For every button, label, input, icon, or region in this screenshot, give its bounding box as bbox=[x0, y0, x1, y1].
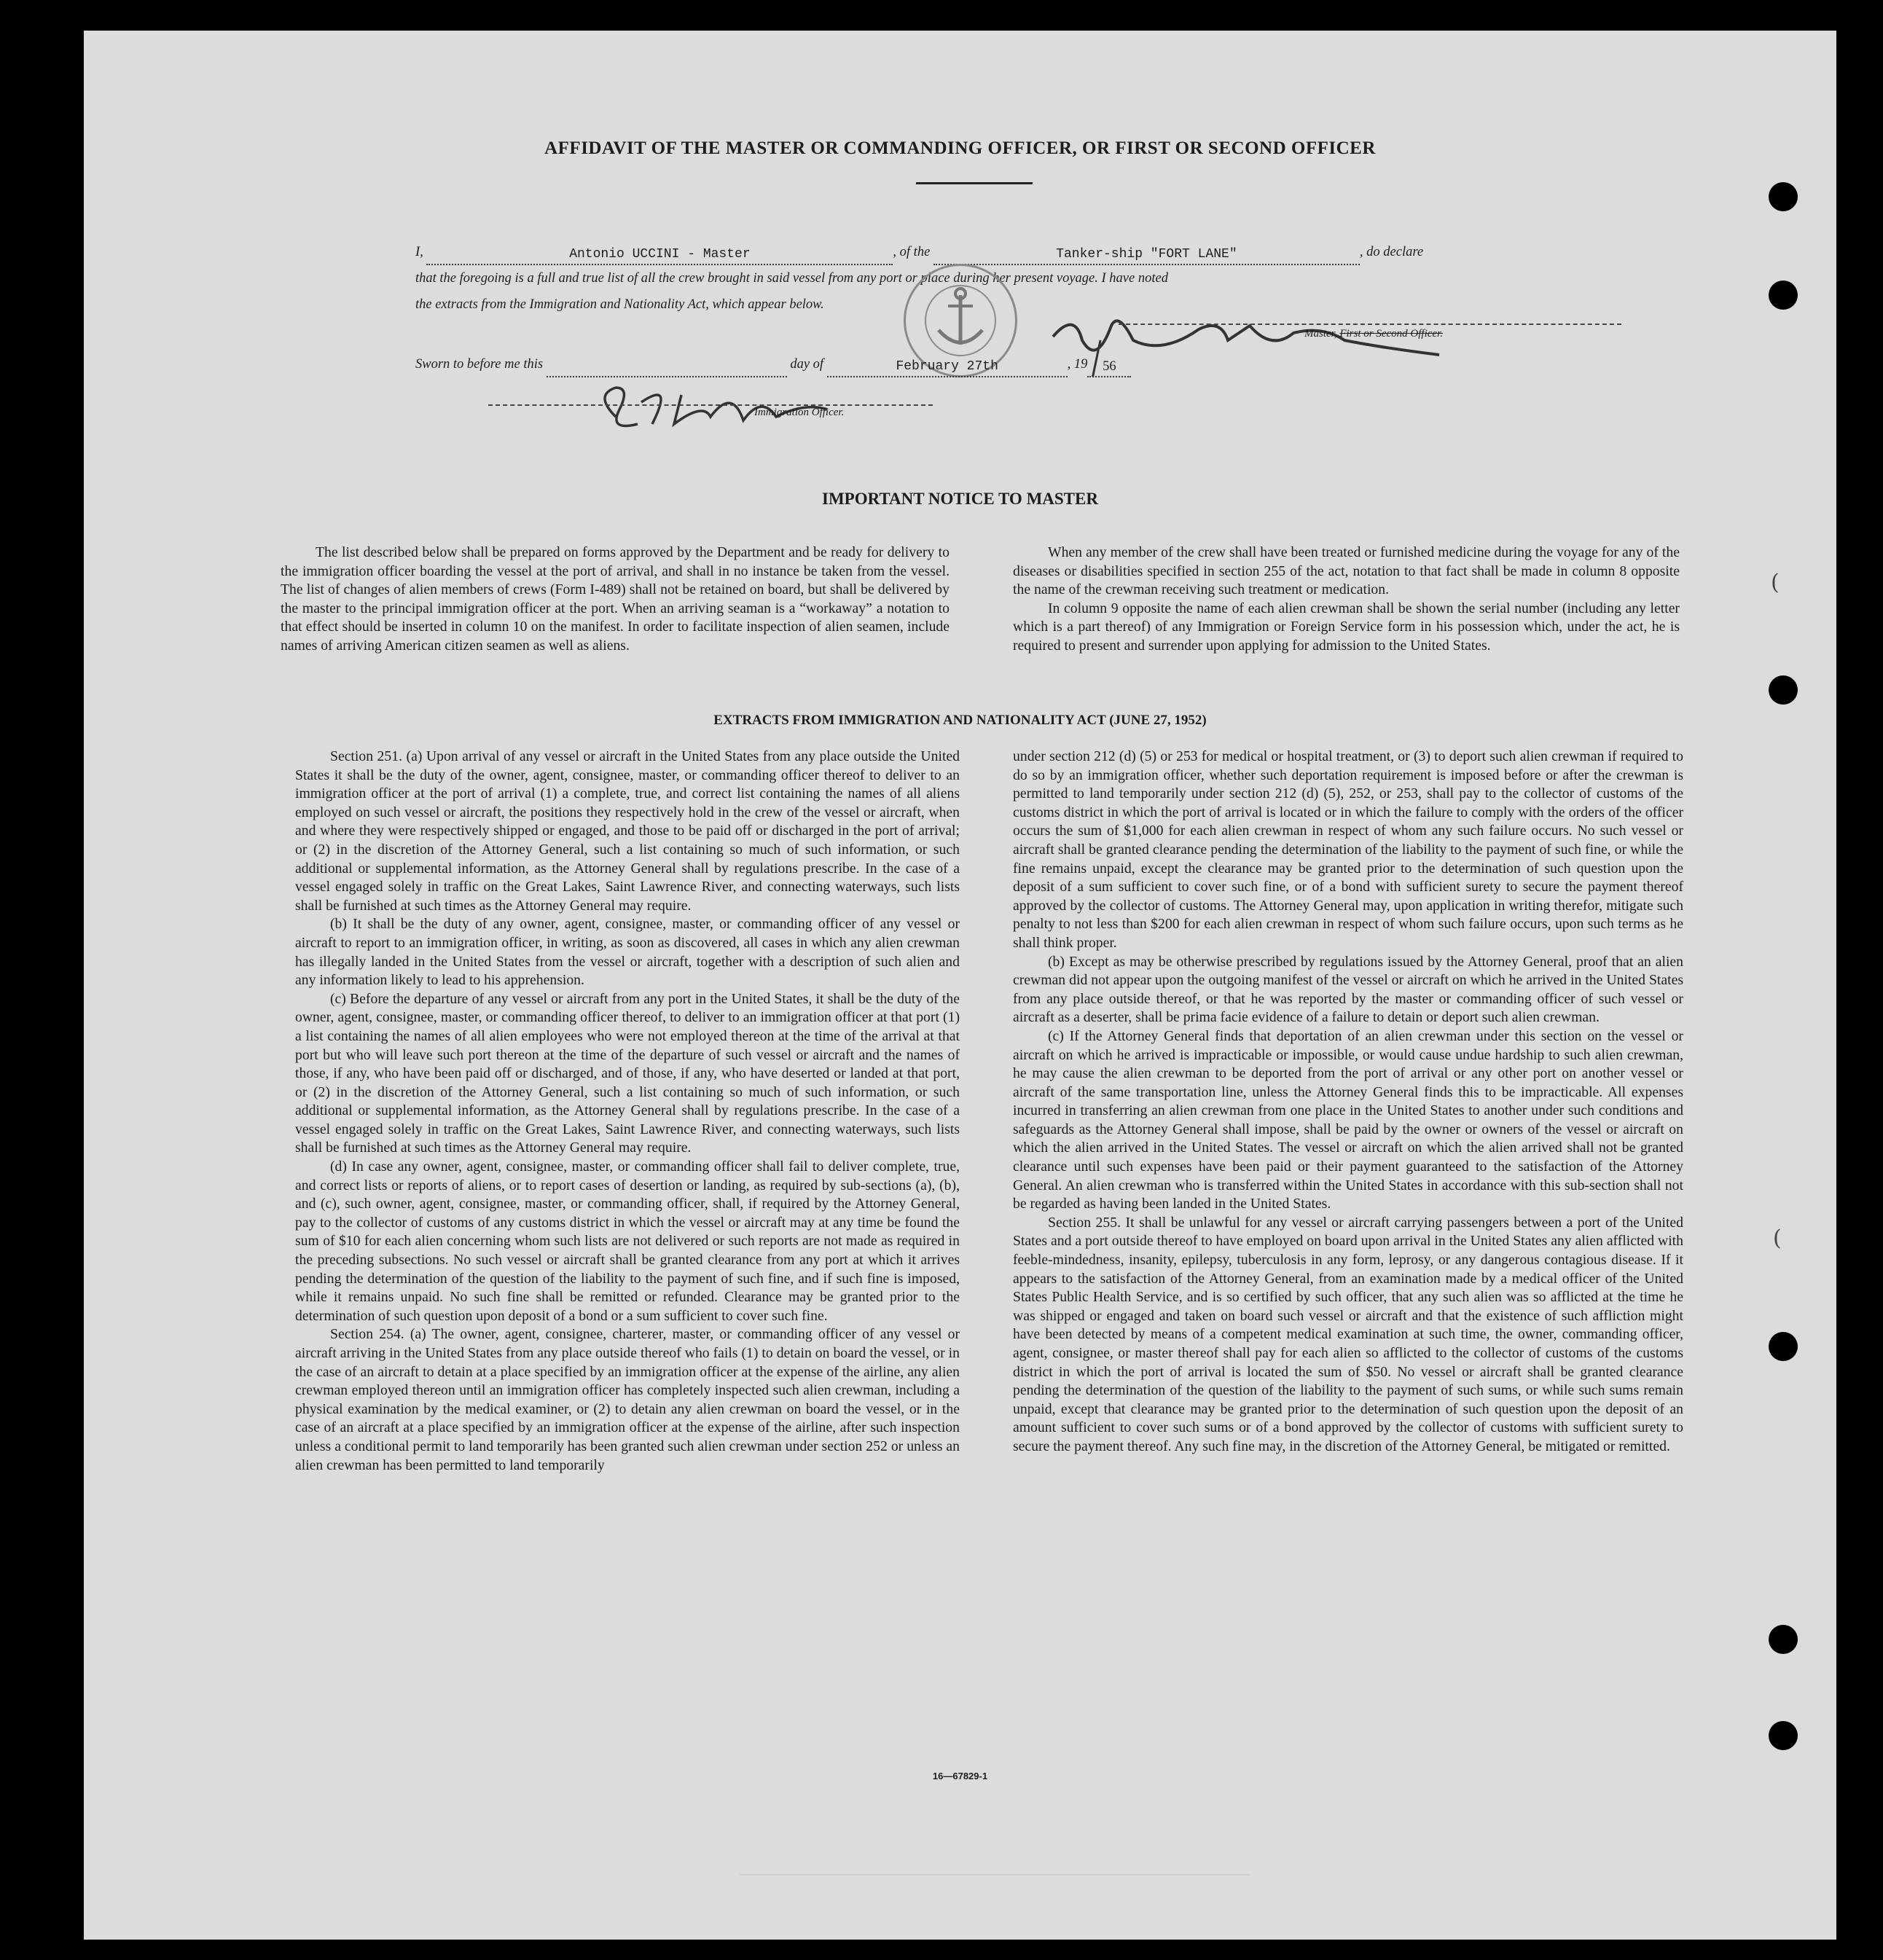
date-field: February 27th bbox=[827, 358, 1068, 377]
binder-hole bbox=[1769, 1332, 1798, 1361]
bleed-through-mark bbox=[740, 1874, 1250, 1875]
master-caption: Master, First or Second Officer. bbox=[1304, 328, 1443, 340]
notice-left-paragraph: The list described below shall be prepared on forms approved by the Department and be ready for delivery to the immigration officer boarding the vessel at the port of arrival, and shall in no instance be taken from the vessel. The list of changes of alien members of crews (Form I-489) shall not be retained on board, but shall be delivered by the master to the principal immigration officer at the port. When an arriving seaman is a “workaway” a notation to that effect should be inserted in column 10 on the manifest. In order to facilitate inspection of alien seamen, include names of arriving American citizen seamen as well as aliens. bbox=[281, 544, 950, 654]
master-signature-line bbox=[1119, 324, 1621, 325]
immigration-officer-signature bbox=[587, 373, 864, 439]
margin-mark: ( bbox=[1773, 1226, 1782, 1251]
section-254-b: (b) Except as may be otherwise prescribed by regulations issued by the Attorney General, proof that an alien crewman did not appear upon the outgoing manifest of the vessel or aircraft on which he arrived in the United States from any place outside thereof, or that he was reported by the master or commanding officer of such vessel or aircraft as a deserter, shall be prima facie evidence of a failure to detain or deport such alien crewman. bbox=[1013, 953, 1683, 1026]
notice-right-paragraph-1: When any member of the crew shall have been treated or furnished medicine during the voyage for any of the diseases or disabilities specified in section 255 of the act, notation to that fact shall be made in column 8 opposite the name of the crewman receiving such treatment or medication. bbox=[1013, 544, 1680, 598]
declaration-line-3: the extracts from the Immigration and Nationality Act, which appear below. bbox=[415, 297, 824, 312]
extracts-right-column bbox=[1013, 748, 1683, 1457]
officer-caption: Immigration Officer. bbox=[754, 407, 845, 418]
officer-signature-line bbox=[488, 404, 933, 406]
section-251-a: Section 251. (a) Upon arrival of any vessel or aircraft in the United States from any place outside the United States it shall be the duty of the owner, agent, consignee, master, or commanding officer thereof to deliver to an immigration officer at the port of arrival (1) a complete, true, and correct list containing the names of all aliens employed on such vessel or aircraft, the positions they respectively hold in the crew of the vessel or aircraft, when and where they were respectively shipped or engaged, and those to be paid off or discharged in the port of arrival; or (2) in the discretion of the Attorney General, such a list containing so much of such information, or such additional or supplemental information, as the Attorney General shall by regulations prescribe. In the case of a vessel engaged solely in traffic on the Great Lakes, Saint Lawrence River, and connecting waterways, such lists shall be furnished at such times as the Attorney General may require. bbox=[295, 748, 960, 914]
affidavit-title: AFFIDAVIT OF THE MASTER OR COMMANDING OFFICER, OR FIRST OR SECOND OFFICER bbox=[544, 138, 1376, 158]
section-251-b: (b) It shall be the duty of any owner, agent, consignee, master, or commanding officer of any vessel or aircraft to report to an immigration officer, in writing, as soon as discovered, all cases in which any alien crewman has illegally landed in the United States from the vessel or aircraft, together with a description of such alien and any information likely to lead to his apprehension. bbox=[295, 916, 960, 989]
binder-hole bbox=[1769, 182, 1798, 211]
binder-hole bbox=[1769, 281, 1798, 310]
of-the-label: , of the bbox=[893, 245, 931, 259]
day-of-label: day of bbox=[790, 357, 824, 372]
notice-title: IMPORTANT NOTICE TO MASTER bbox=[822, 490, 1098, 508]
year-field: 56 bbox=[1087, 358, 1131, 377]
binder-hole bbox=[1769, 675, 1798, 705]
extracts-left-column bbox=[295, 748, 960, 1475]
sworn-label: Sworn to before me this bbox=[415, 357, 544, 372]
title-rule bbox=[916, 182, 1033, 184]
declaration-line-1 bbox=[415, 239, 1625, 265]
extracts-title: EXTRACTS FROM IMMIGRATION AND NATIONALITY ACT (JUNE 27, 1952) bbox=[713, 713, 1207, 728]
struck-caption: First or Second Officer. bbox=[1339, 328, 1443, 340]
section-254-c: (c) If the Attorney General finds that deportation of an alien crewman under this section on the vessel or aircraft on which he arrived is impracticable or impossible, or would cause undue hardship to such alien crewman, he may cause the alien crewman to be deported from the port of arrival or any other port on another vessel or aircraft of the same transportation line, unless the Attorney General finds this to be impracticable. All expenses incurred in transferring an alien crewman from one place in the United States to another under such conditions and safeguards as the Attorney General shall impose, shall be paid by the owner or owners of the vessel or aircraft on which the alien arrived in the United States. The vessel or aircraft on which the alien arrived shall not be granted clearance until such expenses have been paid or their payment guaranteed to the satisfaction of the Attorney General. An alien crewman who is transferred within the United States in accordance with this sub-section shall not be regarded as having been landed in the United States. bbox=[1013, 1027, 1683, 1212]
declaration-line-2: that the foregoing is a full and true list of all the crew brought in said vessel from any port or place during her present voyage. I have noted bbox=[415, 271, 1168, 286]
section-254-a-continued: under section 212 (d) (5) or 253 for medical or hospital treatment, or (3) to deport such alien crewman if required to do so by an immigration officer, whether such deportation requirement is imposed before or after the crewman is permitted to land temporarily under section 212 (d) (5), 252, or 253, shall pay to the collector of customs of the customs district in which the port of arrival is located or in which the failure to comply with the orders of the officer occurs the sum of $1,000 for each alien crewman in respect of whom any such failure occurs. No such vessel or aircraft shall be granted clearance pending the determination of the liability to the payment of such fine, or while the fine remains unpaid, except the clearance may be granted prior to the determination of such question upon the deposit of a sum sufficient to cover such fine, or of a bond with sufficient surety to secure the payment thereof approved by the collector of customs. The Attorney General may, upon application in writing therefor, mitigate such penalty to not less than $200 for each alien crewman in respect of whom such failure occurs, upon such terms as he shall think proper. bbox=[1013, 748, 1683, 951]
section-255: Section 255. It shall be unlawful for any vessel or aircraft carrying passengers between a port of the United States and a port outside thereof to have employed on board upon arrival in the United States any alien afflicted with feeble-mindedness, insanity, epilepsy, tuberculosis in any form, leprosy, or any dangerous contagious disease. If it appears to the satisfaction of the Attorney General, from an examination made by a medical officer of the United States Public Health Service, and is so certified by such officer, that any such alien was so afflicted at the time he was shipped or engaged and taken on board such vessel or aircraft and that the existence of such affliction might have been detected by means of a competent medical examination at such time, the owner, commanding officer, agent, consignee, or master thereof shall pay for each alien so afflicted to the collector of customs of the customs district in which the port of arrival is located the sum of $50. No vessel or aircraft shall be granted clearance pending the determination of the question of the liability to the payment of such sums, or while such sums remain unpaid, except that clearance may be granted prior to the determination of such question upon the deposit of an amount sufficient to cover such sums or of a bond approved by the collector of customs with sufficient surety to secure the payment thereof. Any such fine may, in the discretion of the Attorney General, be mitigated or remitted. bbox=[1013, 1214, 1683, 1454]
section-251-d: (d) In case any owner, agent, consignee, master, or commanding officer shall fail to deliver complete, true, and correct lists or reports of aliens, or to report cases of desertion or landing, as required by sub-sections (a), (b), and (c), such owner, agent, consignee, master, or commanding officer, shall, if required by the Attorney General, pay to the collector of customs of any customs district in which the vessel or aircraft may at any time be found the sum of $10 for each alien concerning whom such lists are not delivered or such reports are not made as required in the preceding subsections. No such vessel or aircraft shall be granted clearance from any port at which it arrives pending the determination of the question of the liability to the payment of such fine, and if such fine is imposed, while it remains unpaid. No such fine shall be remitted or refunded. Clearance may be granted prior to the determination of such question upon deposit of a bond or a sum sufficient to cover such fine. bbox=[295, 1159, 960, 1324]
declare-label: , do declare bbox=[1359, 245, 1424, 259]
document-page bbox=[84, 31, 1836, 1940]
sworn-line bbox=[415, 351, 1363, 377]
margin-mark: ( bbox=[1771, 570, 1780, 595]
vessel-name-field: Tanker-ship "FORT LANE" bbox=[933, 246, 1360, 265]
binder-hole bbox=[1769, 1625, 1798, 1654]
master-name-field: Antonio UCCINI - Master bbox=[426, 246, 893, 265]
notice-right-paragraph-2: In column 9 opposite the name of each alien crewman shall be shown the serial number (including any letter which is a part thereof) of any Immigration or Foreign Service form in his possession which, under the act, he is required to present and surrender upon applying for admission to the United States. bbox=[1013, 600, 1680, 654]
notice-right-column bbox=[1013, 544, 1680, 656]
year-prefix: , 19 bbox=[1067, 357, 1088, 372]
binder-hole bbox=[1769, 1721, 1798, 1750]
notice-left-column bbox=[281, 544, 950, 656]
form-number: 16—67829-1 bbox=[932, 1771, 988, 1781]
i-label: I, bbox=[415, 245, 423, 259]
section-254-a: Section 254. (a) The owner, agent, consignee, charterer, master, or commanding officer of any vessel or aircraft arriving in the United States from any place outside thereof who fails (1) to detain on board the vessel, or in the case of an aircraft to detain at a place specified by an immigration officer at the expense of the airline, any alien crewman employed thereon until an immigration officer has completely inspected such alien crewman, including a physical examination by the medical examiner, or (2) to detain any alien crewman on board the vessel, or in the case of an aircraft at a place specified by an immigration officer at the expense of the airline, after such inspection unless a conditional permit to land temporarily has been granted such alien crewman under section 252 or unless an alien crewman has been permitted to land temporarily bbox=[295, 1326, 960, 1473]
section-251-c: (c) Before the departure of any vessel or aircraft from any port in the United States, it shall be the duty of the owner, agent, consignee, master, or commanding officer thereof, to deliver to an immigration officer at that port (1) a list containing the names of all alien employees who were not employed thereon at the time of the arrival at that port but who will leave such port thereon at the time of the departure of such vessel or aircraft and the names of those, if any, who have been paid off or discharged, and of those, if any, who have deserted or landed at that port, or (2) in the discretion of the Attorney General, such a list containing so much of such information, or such additional or supplemental information, as the Attorney General shall by regulations prescribe. In the case of a vessel engaged solely in traffic on the Great Lakes, Saint Lawrence River, and connecting waterways, such lists shall be furnished at such times as the Attorney General may require. bbox=[295, 990, 960, 1156]
